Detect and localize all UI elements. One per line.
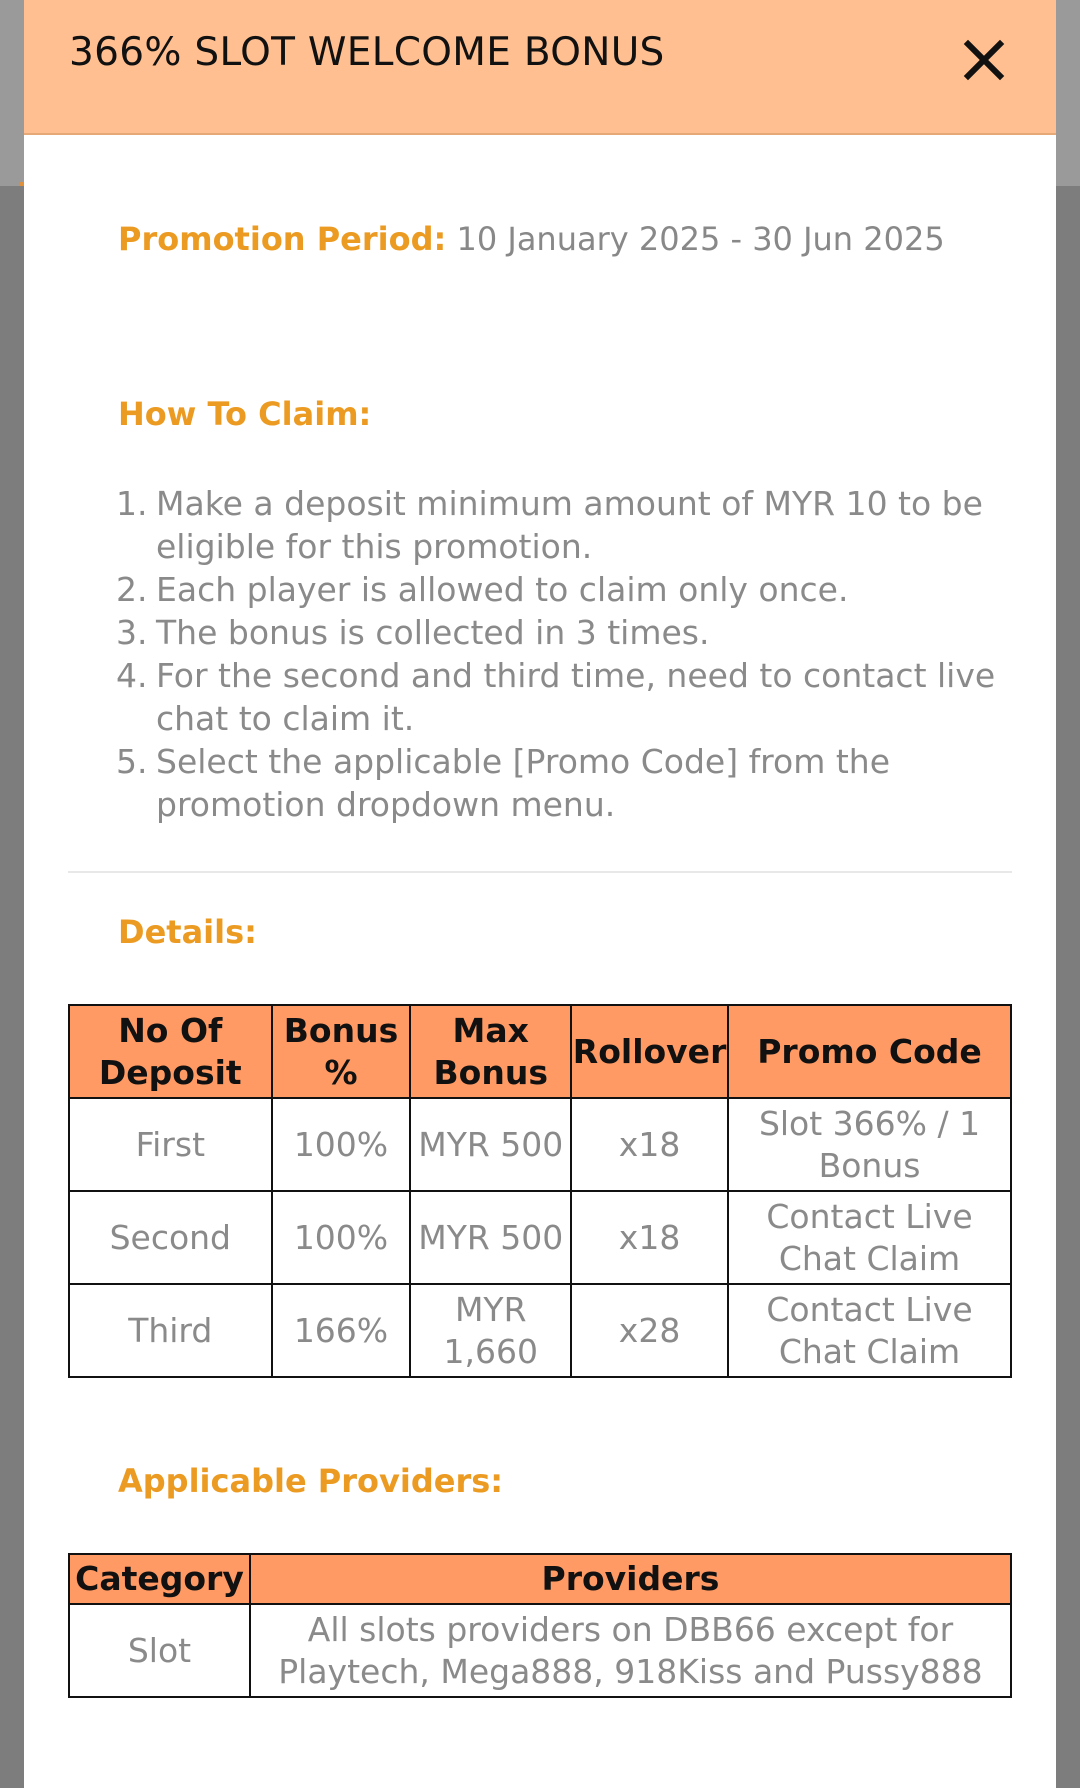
table-row	[69, 1191, 1011, 1284]
table-cell: Contact Live Chat Claim	[728, 1191, 1011, 1284]
column-header: Category	[69, 1554, 250, 1604]
how-to-claim-heading: How To Claim:	[118, 395, 372, 433]
applicable-providers-heading: Applicable Providers:	[118, 1462, 504, 1500]
table-cell: MYR 500	[410, 1098, 571, 1191]
promotion-period-value: 10 January 2025 - 30 Jun 2025	[456, 220, 945, 258]
table-cell: x28	[571, 1284, 728, 1377]
table-cell: Slot 366% / 1 Bonus	[728, 1098, 1011, 1191]
column-header: Rollover	[571, 1005, 728, 1098]
table-cell: Contact Live Chat Claim	[728, 1284, 1011, 1377]
promotion-period-label: Promotion Period:	[118, 220, 447, 258]
table-cell: All slots providers on DBB66 except for Playtech, Mega888, 918Kiss and Pussy888	[250, 1604, 1011, 1697]
table-cell: 100%	[272, 1191, 411, 1284]
claim-step: 1. Make a deposit minimum amount of MYR 10 to be eligible for this promotion.	[116, 484, 983, 566]
modal-header	[24, 0, 1056, 135]
table-row	[69, 1604, 1011, 1697]
table-cell: x18	[571, 1098, 728, 1191]
table-row	[69, 1098, 1011, 1191]
close-button[interactable]	[962, 38, 1006, 82]
claim-steps-list	[116, 482, 1036, 826]
table-cell: First	[69, 1098, 272, 1191]
claim-step: 2. Each player is allowed to claim only once.	[116, 570, 849, 609]
claim-step: 4. For the second and third time, need to contact live chat to claim it.	[116, 656, 996, 738]
claim-step: 3. The bonus is collected in 3 times.	[116, 613, 710, 652]
table-cell: MYR 500	[410, 1191, 571, 1284]
column-header: Max Bonus	[410, 1005, 571, 1098]
table-cell: 166%	[272, 1284, 411, 1377]
promotion-modal	[24, 0, 1056, 1788]
table-cell: Second	[69, 1191, 272, 1284]
column-header: Promo Code	[728, 1005, 1011, 1098]
details-heading: Details:	[118, 913, 257, 951]
claim-step: 5. Select the applicable [Promo Code] from the promotion dropdown menu.	[116, 742, 891, 824]
section-divider	[68, 871, 1012, 873]
table-cell: MYR 1,660	[410, 1284, 571, 1377]
column-header: Providers	[250, 1554, 1011, 1604]
table-cell: 100%	[272, 1098, 411, 1191]
providers-table	[68, 1553, 1012, 1698]
providers-header-row	[69, 1554, 1011, 1604]
promotion-period	[118, 220, 945, 258]
details-header-row	[69, 1005, 1011, 1098]
close-icon	[962, 38, 1006, 82]
table-cell: x18	[571, 1191, 728, 1284]
table-cell: Third	[69, 1284, 272, 1377]
table-row	[69, 1284, 1011, 1377]
modal-title: 366% SLOT WELCOME BONUS	[69, 30, 665, 75]
details-table	[68, 1004, 1012, 1378]
table-cell: Slot	[69, 1604, 250, 1697]
column-header: Bonus %	[272, 1005, 411, 1098]
column-header: No Of Deposit	[69, 1005, 272, 1098]
